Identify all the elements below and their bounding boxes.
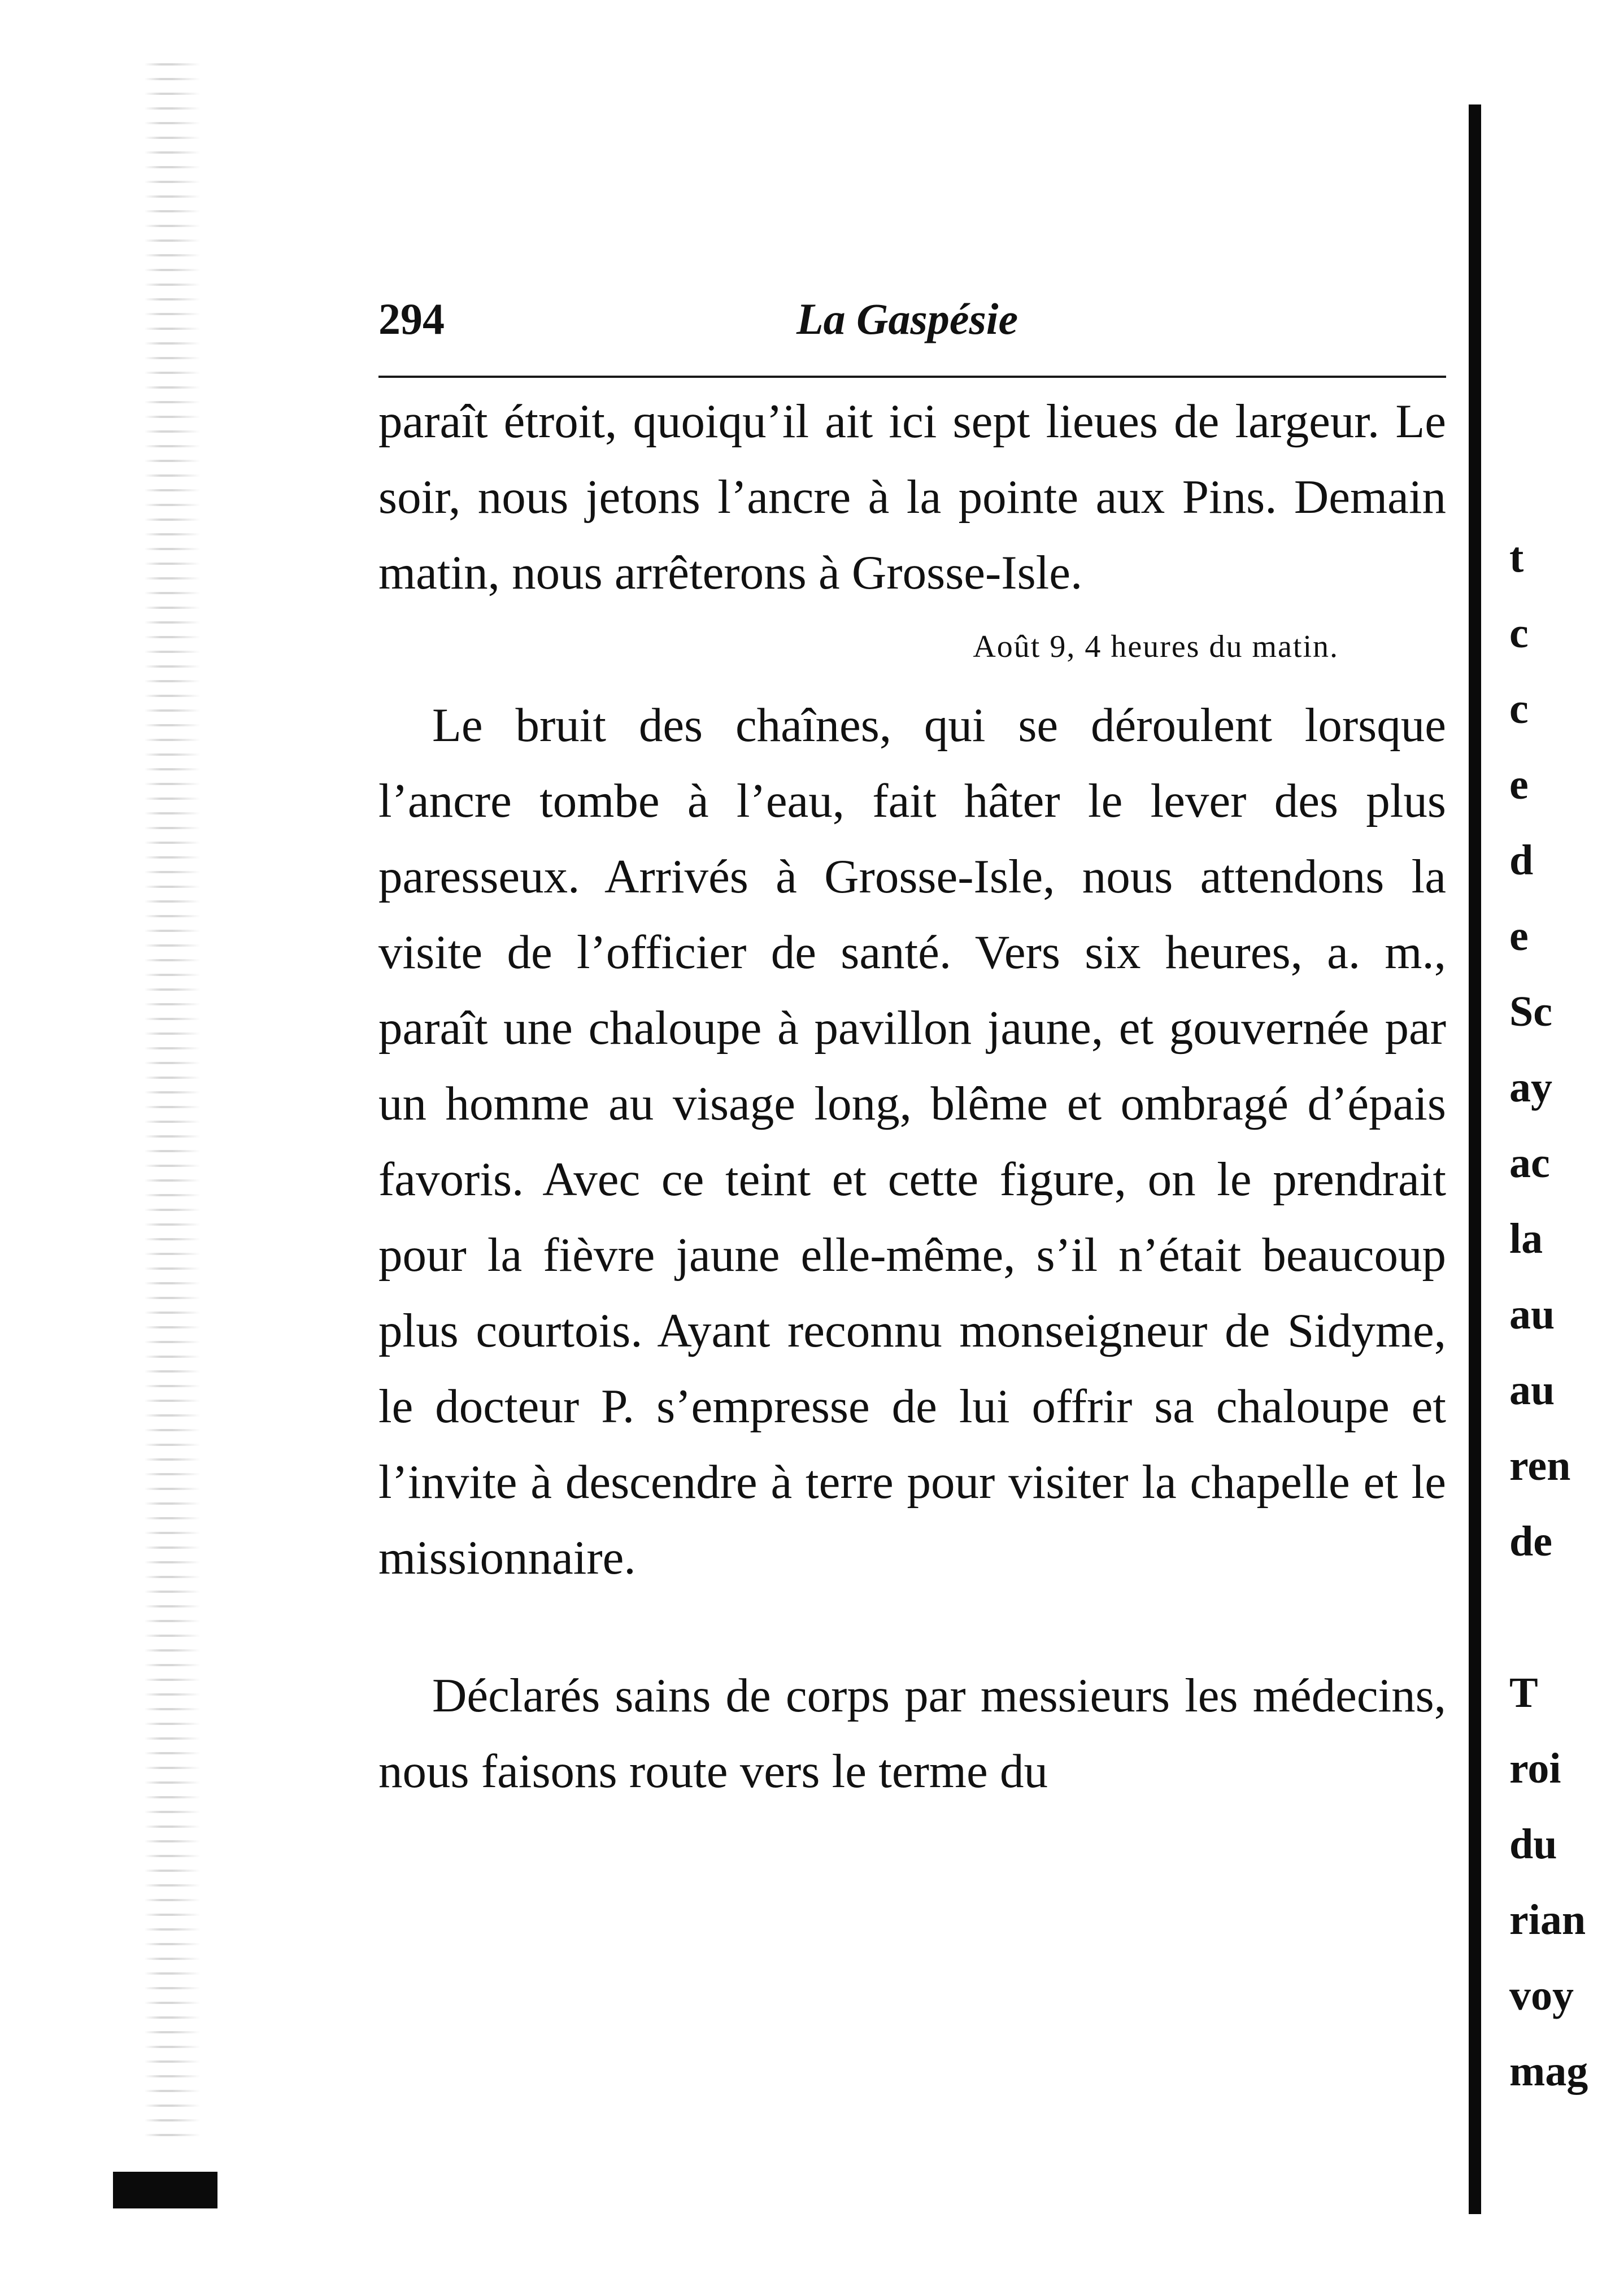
adjacent-page-fragments (1509, 520, 1615, 2109)
adjacent-fragment: rian (1509, 1896, 1586, 1944)
adjacent-fragment: c (1509, 685, 1529, 733)
adjacent-fragment: e (1509, 761, 1529, 808)
running-title: La Gaspésie (796, 294, 1018, 343)
paragraph-chains: Le bruit des chaînes, qui se déroulent lorsque l’ancre tombe à l’eau, fait hâter le lever des plus paresseux. Arrivés à Grosse-Isle, nous attendons la visite de l’officier de santé. Vers six heures, a. m., paraît une chaloupe à pavillon jaune, et gouvernée par un homme au visage long, blême et ombragé d’épais favoris. Avec ce teint et cette figure, on le prendrait pour la fièvre jaune elle-même, s’il n’était beaucoup plus courtois. Ayant reconnu monseigneur de Sidyme, le docteur P. s’empresse de lui offrir sa chaloupe et l’invite à descendre à terre pour visiter la chapelle et le missionnaire. (378, 699, 1446, 1584)
adjacent-fragment: mag (1509, 2047, 1588, 2095)
adjacent-fragment: c (1509, 609, 1529, 657)
adjacent-fragment: roi (1509, 1745, 1561, 1792)
adjacent-fragment: t (1509, 534, 1524, 581)
binding-mark (113, 2172, 217, 2208)
page-number: 294 (378, 294, 445, 343)
adjacent-fragment: du (1509, 1820, 1557, 1868)
paragraph-gap (378, 1596, 1446, 1658)
adjacent-fragment: la (1509, 1215, 1543, 1262)
book-page (378, 282, 1446, 1809)
paragraph-declared: Déclarés sains de corps par messieurs les médecins, nous faisons route vers le terme du (378, 1669, 1446, 1798)
adjacent-fragment: de (1509, 1518, 1552, 1565)
adjacent-fragment: e (1509, 912, 1529, 960)
paragraph-continuation: paraît étroit, quoiqu’il ait ici sept lieues de largeur. Le soir, nous jetons l’ancre à la pointe aux Pins. Demain matin, nous arrêterons à Grosse-Isle. (378, 395, 1446, 599)
date-line: Août 9, 4 heures du matin. (973, 629, 1339, 664)
running-head (378, 282, 1446, 345)
binding-edge (144, 51, 201, 2141)
adjacent-fragment: au (1509, 1366, 1555, 1414)
header-rule (378, 376, 1446, 378)
adjacent-fragment: ay (1509, 1064, 1552, 1111)
adjacent-fragment: au (1509, 1291, 1555, 1338)
adjacent-fragment: T (1509, 1669, 1538, 1716)
adjacent-fragment: ac (1509, 1139, 1550, 1187)
adjacent-fragment: voy (1509, 1972, 1574, 2019)
adjacent-fragment: ren (1509, 1442, 1571, 1489)
gutter-shadow (1469, 104, 1481, 2214)
adjacent-fragment: Sc (1509, 988, 1552, 1035)
adjacent-fragment (1509, 1579, 1615, 1655)
adjacent-fragment: d (1509, 837, 1534, 884)
